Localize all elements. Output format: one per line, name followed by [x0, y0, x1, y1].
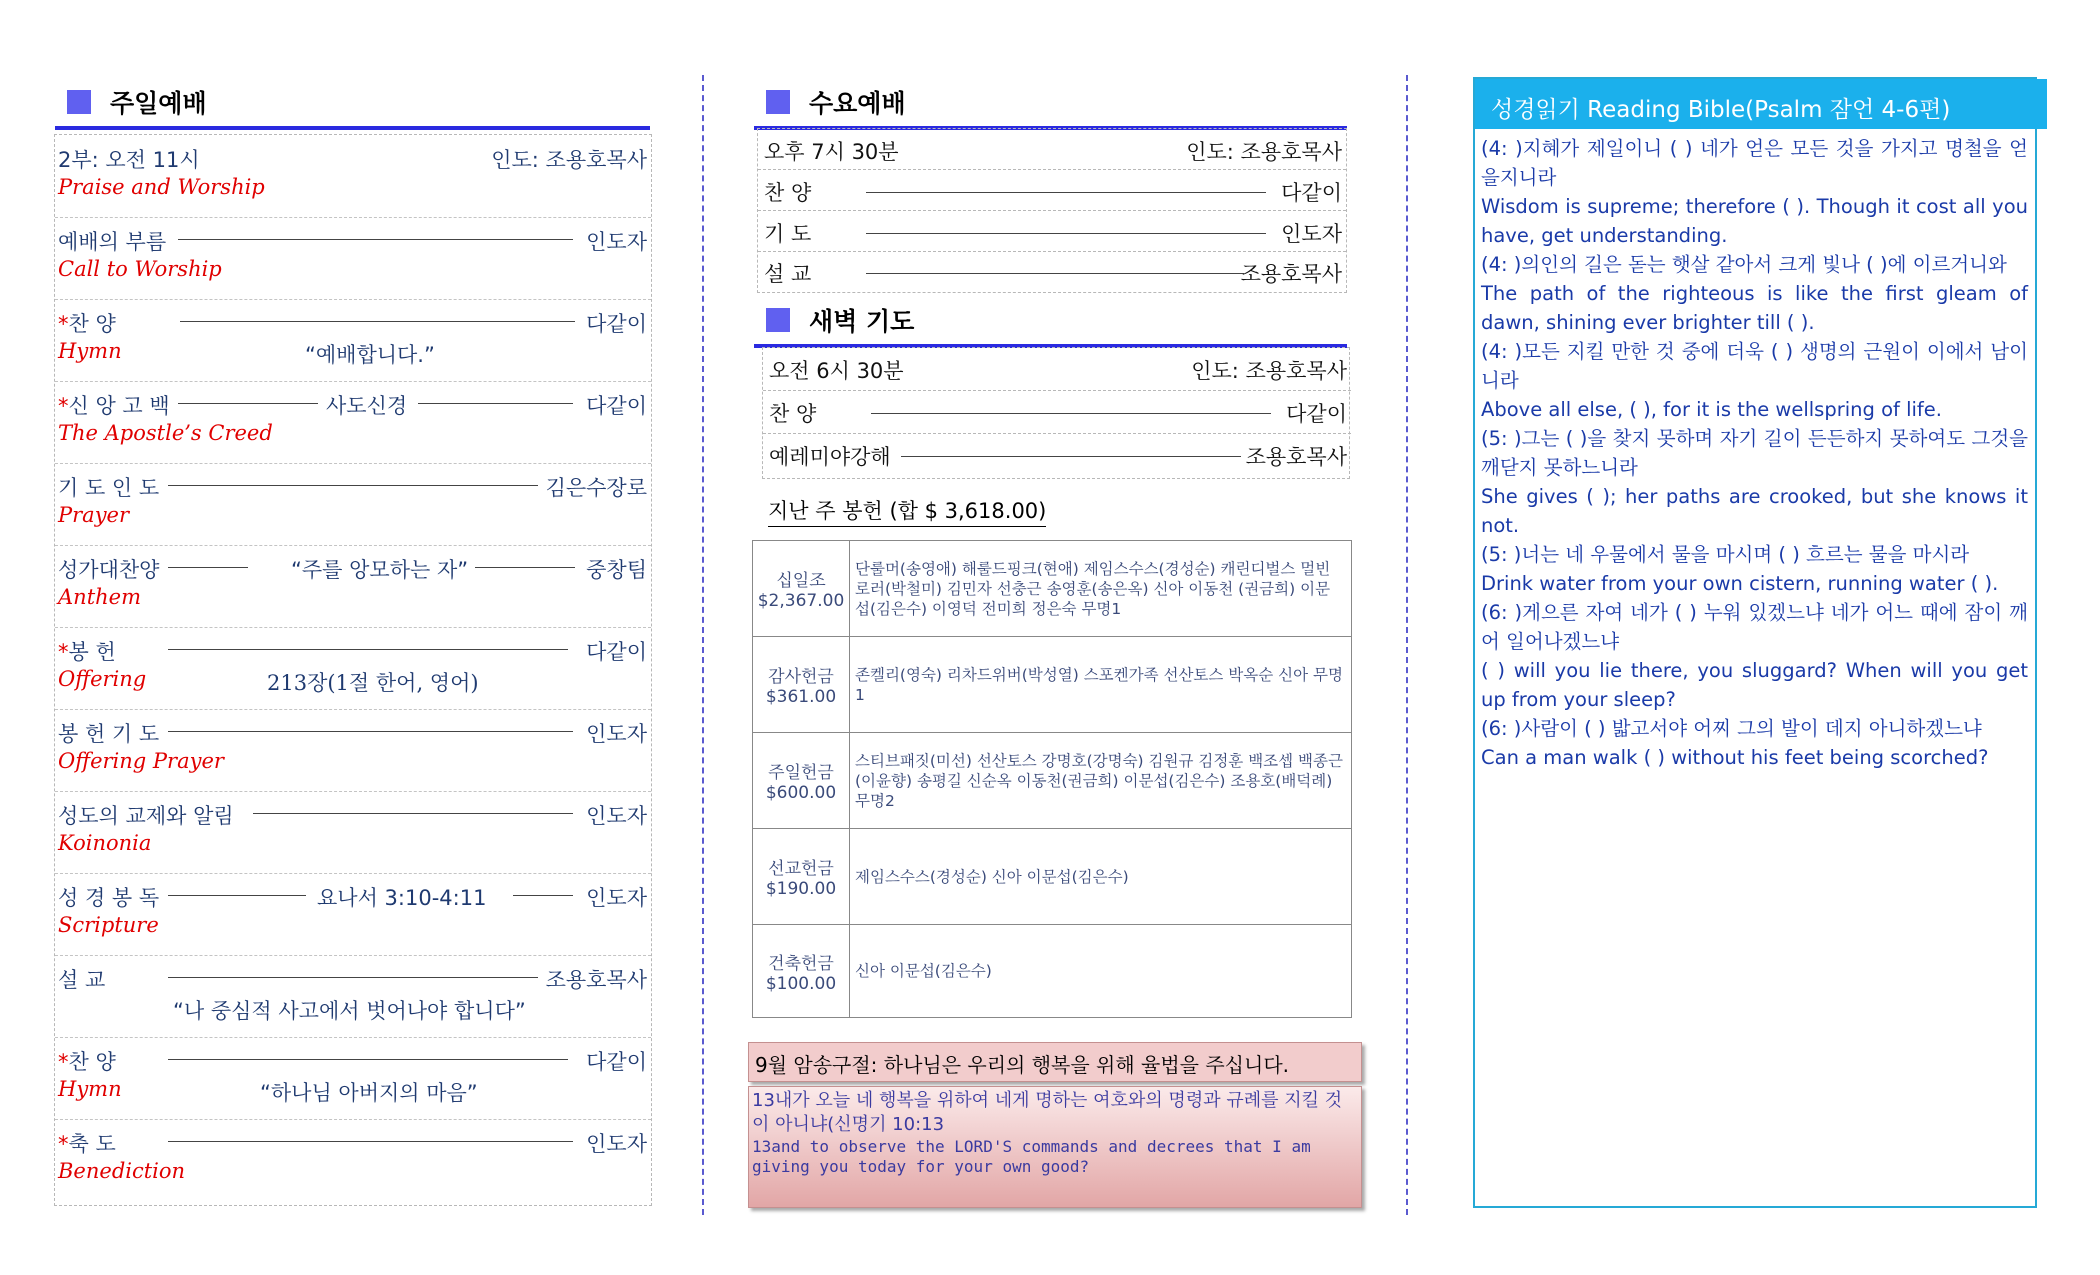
list-item: [55, 873, 651, 956]
leader: 인도자: [586, 804, 647, 828]
list-item: [763, 391, 1351, 434]
verse-line: (6: )게으른 자여 네가 ( ) 누워 있겠느냐 네가 어느 때에 잠이 깨어 일어나겠느냐: [1481, 601, 2028, 653]
leader: 다같이: [1281, 181, 1342, 205]
offering-category: 건축헌금: [768, 953, 834, 974]
leader: 다같이: [1286, 402, 1347, 426]
leader: 조용호목사: [1240, 262, 1342, 286]
item-label: 축 도: [68, 1132, 116, 1156]
item-label: 성 경 봉 독: [58, 886, 160, 910]
offering-category: 주일헌금: [768, 763, 834, 783]
sunday-service-title: 주일예배: [110, 89, 207, 118]
item-label: 찬 양: [769, 402, 817, 426]
leader: 조용호목사: [545, 968, 647, 992]
list-item: [55, 955, 651, 1038]
verse-line: Drink water from your own cistern, running water ( ).: [1481, 572, 1999, 595]
offering-amount: $190.00: [765, 879, 837, 899]
offering-amount: $100.00: [765, 973, 837, 994]
leader: 인도: 조용호목사: [1191, 359, 1347, 383]
anthem-title: “주를 앙모하는 자”: [291, 558, 469, 582]
leader: 다같이: [586, 640, 647, 664]
leader-line: [168, 485, 538, 486]
memory-verse-title: 9월 암송구절: 하나님은 우리의 행복을 위해 율법을 주십니다.: [755, 1053, 1290, 1077]
item-label: 설 교: [764, 262, 812, 286]
square-bullet-icon: [766, 90, 790, 114]
verse-line: She gives ( ); her paths are crooked, but she knows it not.: [1481, 485, 2028, 537]
donor-names: 존켈리(영숙) 리차드위버(박성열) 스포켄가족 선산토스 박옥순 신아 무명1: [855, 665, 1343, 704]
item-label: 찬 양: [68, 1050, 116, 1074]
list-item: [758, 170, 1346, 211]
english-label: Hymn: [58, 339, 122, 363]
list-item: [55, 217, 651, 300]
wednesday-service-header: [754, 80, 1347, 130]
item-label: 예배의 부름: [58, 230, 167, 254]
list-item: [55, 545, 651, 628]
list-item: [758, 129, 1346, 170]
leader-line: [168, 1141, 573, 1142]
offering-summary-title: 지난 주 봉헌 (합 $ 3,618.00): [768, 495, 1046, 527]
standing-mark: *: [58, 1132, 69, 1156]
wednesday-order-of-service: [757, 128, 1347, 293]
table-row: [753, 829, 1351, 925]
item-label: 신 앙 고 백: [68, 394, 170, 418]
list-item: [55, 709, 651, 792]
leader: 김은수장로: [545, 476, 647, 500]
leader-line: [901, 456, 1241, 457]
leader-line: [871, 413, 1271, 414]
dawn-prayer-header: [754, 298, 1347, 348]
offering-category: 감사헌금: [768, 667, 834, 687]
leader: 인도자: [586, 722, 647, 746]
sunday-order-of-service: [54, 134, 652, 1206]
dawn-prayer-title: 새벽 기도: [809, 307, 915, 336]
donor-names: 신아 이문섭(김은수): [855, 962, 992, 980]
offering-amount: $361.00: [765, 687, 837, 707]
hymn-title: “예배합니다.”: [305, 343, 435, 367]
english-label: The Apostle’s Creed: [58, 421, 273, 445]
verse-line: (5: )너는 네 우물에서 물을 마시며 ( ) 흐르는 물을 마시라: [1481, 543, 1970, 566]
leader-line: [168, 649, 568, 650]
english-label: Scripture: [58, 913, 159, 937]
column-separator-1: [702, 75, 704, 1215]
leader: 인도: 조용호목사: [491, 148, 647, 172]
list-item: [55, 463, 651, 546]
item-label: 봉 헌: [68, 640, 116, 664]
leader: 다같이: [586, 312, 647, 336]
english-label: Praise and Worship: [58, 175, 265, 199]
english-label: Prayer: [58, 503, 130, 527]
english-label: Call to Worship: [58, 257, 222, 281]
leader-line: [475, 567, 575, 568]
square-bullet-icon: [67, 90, 91, 114]
standing-mark: *: [58, 394, 69, 418]
list-item: [55, 381, 651, 464]
list-item: [55, 135, 651, 218]
column-separator-2: [1406, 75, 1408, 1215]
leader-line: [178, 239, 573, 240]
verse-line: Can a man walk ( ) without his feet being scorched?: [1481, 746, 1989, 769]
list-item: [55, 299, 651, 382]
item-label: 성가대찬양: [58, 558, 160, 582]
table-row: [753, 637, 1351, 733]
table-row: [753, 925, 1351, 1017]
leader-line: [866, 192, 1266, 193]
memory-verse-english: 13and to observe the LORD'S commands and decrees that I am giving you today for your own good?: [752, 1137, 1311, 1176]
verse-line: The path of the righteous is like the first gleam of dawn, shining ever brighter till ( ).: [1481, 282, 2028, 334]
service-time: 오전 6시 30분: [769, 359, 904, 383]
leader: 다같이: [586, 394, 647, 418]
leader-line: [418, 403, 573, 404]
memory-verse-box: [748, 1086, 1362, 1208]
donor-names: 단룰머(송영애) 해룰드핑크(현애) 제임스수스(경성순) 캐린디벌스 멀빈로러(박철미) 김민자 선충근 송영훈(송은옥) 신아 이동천 (권금희) 이문섭(김은수) 이영덕 전미희 정은숙 무명1: [855, 559, 1331, 618]
dawn-prayer-order: [762, 347, 1350, 479]
wednesday-service-title: 수요예배: [809, 89, 906, 118]
leader-line: [253, 813, 573, 814]
list-item: [763, 348, 1351, 391]
offering-category: 선교헌금: [768, 859, 834, 879]
list-item: [763, 434, 1351, 476]
list-item: [758, 251, 1346, 291]
list-item: [55, 1037, 651, 1120]
item-label: 기 도: [764, 222, 812, 246]
scripture-reference: 요나서 3:10-4:11: [317, 886, 487, 910]
english-label: Anthem: [58, 585, 141, 609]
bible-reading-text: [1481, 134, 2028, 772]
offering-amount: $2,367.00: [757, 591, 845, 611]
leader-line: [513, 895, 573, 896]
english-label: Koinonia: [58, 831, 152, 855]
memory-verse-korean: 13내가 오늘 네 행복을 위하여 네게 명하는 여호와의 명령과 규례를 지킬 것이 아니냐(신명기 10:13: [752, 1090, 1343, 1135]
item-label: 예레미야강해: [769, 445, 891, 469]
hymn-title: “하나님 아버지의 마음”: [260, 1081, 478, 1105]
standing-mark: *: [58, 1050, 69, 1074]
leader-line: [866, 273, 1244, 274]
english-label: Offering: [58, 667, 147, 691]
leader: 조용호목사: [1245, 445, 1347, 469]
leader: 인도자: [586, 1132, 647, 1156]
leader: 인도: 조용호목사: [1186, 140, 1342, 164]
service-time: 오후 7시 30분: [764, 140, 899, 164]
verse-line: (6: )사람이 ( ) 밟고서야 어찌 그의 발이 데지 아니하겠느냐: [1481, 717, 1982, 740]
offering-category: 십일조: [776, 571, 826, 591]
offering-amount: $600.00: [765, 783, 837, 803]
standing-mark: *: [58, 640, 69, 664]
list-item: [55, 791, 651, 874]
leader-line: [168, 731, 573, 732]
sunday-service-header: [55, 80, 650, 130]
verse-line: (4: )모든 지킬 만한 것 중에 더욱 ( ) 생명의 근원이 이에서 남이니라: [1481, 340, 2028, 392]
leader-line: [180, 321, 575, 322]
verse-line: (4: )지혜가 제일이니 ( ) 네가 얻은 모든 것을 가지고 명철을 얻을지니라: [1481, 137, 2028, 189]
english-label: Hymn: [58, 1077, 122, 1101]
creed-name: 사도신경: [326, 394, 408, 418]
standing-mark: *: [58, 312, 69, 336]
leader-line: [168, 895, 306, 896]
verse-line: (4: )의인의 길은 돋는 햇살 같아서 크게 빛나 ( )에 이르거니와: [1481, 253, 2007, 276]
item-label: 성도의 교제와 알림: [58, 804, 234, 828]
leader: 중창팀: [586, 558, 647, 582]
verse-line: ( ) will you lie there, you sluggard? When will you get up from your sleep?: [1481, 659, 2028, 711]
table-row: [753, 541, 1351, 637]
list-item: [55, 1119, 651, 1205]
item-label: 기 도 인 도: [58, 476, 160, 500]
offering-hymn: 213장(1절 한어, 영어): [267, 671, 479, 695]
donor-names: 제임스수스(경성순) 신아 이문섭(김은수): [855, 867, 1129, 886]
leader-line: [178, 403, 318, 404]
item-label: 봉 헌 기 도: [58, 722, 160, 746]
list-item: [55, 627, 651, 710]
donor-names: 스티브패짓(미선) 선산토스 강명호(강명숙) 김원규 김정훈 백조셉 백종근(이윤향) 송평길 신순옥 이동천(권금희) 이문섭(김은수) 조용호(배덕례) 무명2: [855, 751, 1343, 810]
bible-reading-title: 성경읽기 Reading Bible(Psalm 잠언 4-6편): [1491, 97, 1951, 123]
square-bullet-icon: [766, 308, 790, 332]
bible-reading-panel: [1473, 77, 2037, 1208]
item-label: 찬 양: [68, 312, 116, 336]
leader-line: [168, 1059, 568, 1060]
leader: 인도자: [1281, 222, 1342, 246]
leader-line: [168, 567, 248, 568]
item-label: 찬 양: [764, 181, 812, 205]
leader: 인도자: [586, 886, 647, 910]
table-row: [753, 733, 1351, 829]
leader-line: [168, 977, 538, 978]
english-label: Offering Prayer: [58, 749, 224, 773]
list-item: [758, 211, 1346, 252]
bible-reading-header: [1475, 79, 2047, 129]
sermon-title: “나 중심적 사고에서 벗어나야 합니다”: [173, 999, 526, 1023]
verse-line: Above all else, ( ), for it is the wellspring of life.: [1481, 398, 1942, 421]
english-label: Benediction: [58, 1159, 186, 1183]
verse-line: Wisdom is supreme; therefore ( ). Though it cost all you have, get understanding.: [1481, 195, 2028, 247]
verse-line: (5: )그는 ( )을 찾지 못하며 자기 길이 든든하지 못하여도 그것을 깨닫지 못하느니라: [1481, 427, 2028, 479]
offering-table: [752, 540, 1352, 1018]
item-label: 설 교: [58, 968, 106, 992]
memory-verse-header: [748, 1042, 1362, 1082]
leader: 다같이: [586, 1050, 647, 1074]
leader: 인도자: [586, 230, 647, 254]
leader-line: [866, 233, 1266, 234]
service-time: 2부: 오전 11시: [58, 148, 200, 172]
